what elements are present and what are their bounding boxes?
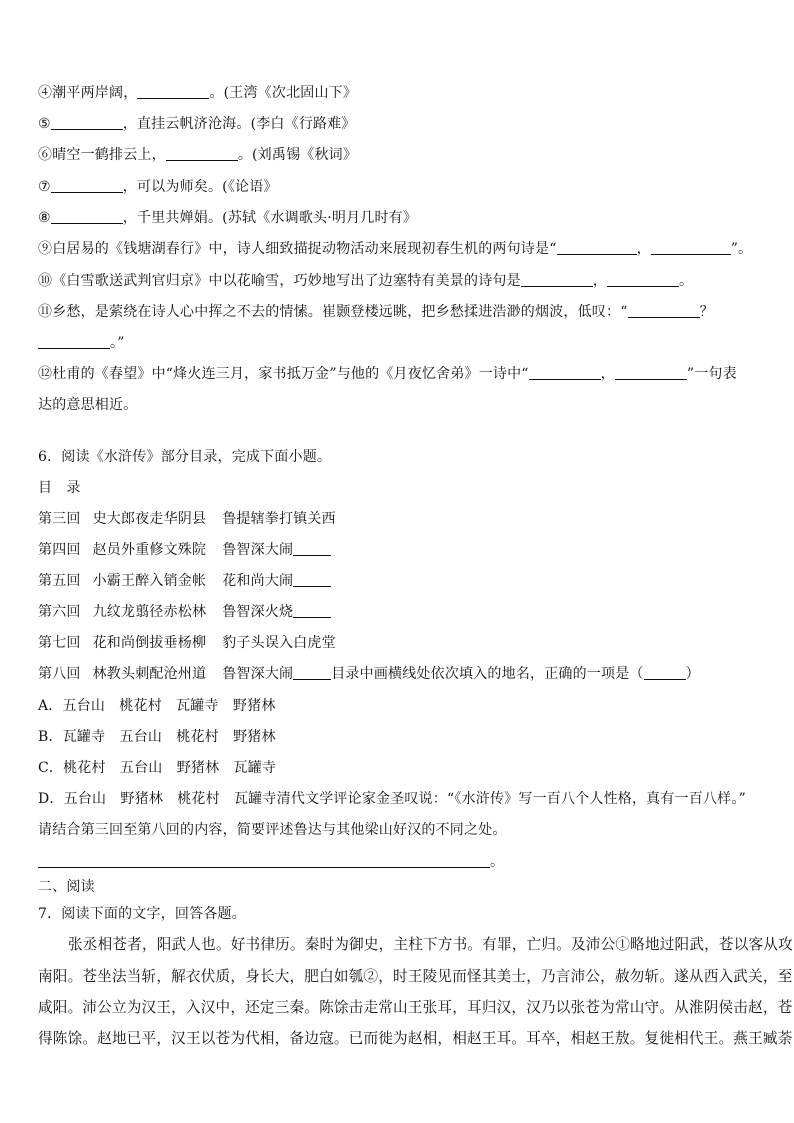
text: ， (592, 273, 608, 289)
text: 。(王湾《次北固山下》 (209, 85, 358, 101)
chapter-title-b: 鲁提辖拳打镇关西 (222, 511, 336, 527)
text: 。 (490, 854, 505, 870)
answer-blank[interactable] (293, 665, 331, 680)
answer-blank[interactable] (607, 272, 679, 287)
text: ⑦ (38, 179, 51, 195)
text: ， (636, 241, 651, 257)
answer-blank[interactable] (521, 272, 593, 287)
text: ⑪乡愁，是萦绕在诗人心中挥之不去的情愫。崔颢登楼远眺，把乡愁揉进浩渺的烟波，低叹：“ (38, 304, 628, 320)
question-6-title: 6．阅读《水浒传》部分目录，完成下面小题。 (38, 449, 332, 465)
text: ”。 (730, 241, 753, 257)
poem-line-7 (38, 178, 278, 196)
passage-line: 张丞相苍者，阳武人也。好书律历。秦时为御史，主柱下方书。有罪，亡归。及沛公①略地过阳武，苍以客从攻 (68, 936, 793, 953)
chapter-title-b: 鲁智深大闹 (222, 666, 294, 682)
chapter-title-a: 林教头刺配沧州道 (92, 666, 207, 682)
answer-blank[interactable] (644, 665, 686, 680)
answer-blank[interactable] (293, 572, 331, 587)
text: ） (685, 666, 700, 682)
answer-blank[interactable] (615, 365, 687, 380)
text: ⑧ (38, 210, 51, 226)
text: ⑥晴空一鹤排云上， (38, 147, 166, 163)
chapter-title-b: 花和尚大闹 (222, 573, 294, 589)
text: ，可以为师矣。(《论语》 (122, 179, 278, 195)
poem-line-6 (38, 146, 357, 164)
section-heading: 二、阅读 (38, 879, 95, 895)
text: ”一句表 (686, 366, 737, 382)
toc-row (38, 665, 700, 683)
chapter-title-b: 鲁智深大闹 (222, 542, 294, 558)
followup-question: 清代文学评论家金圣叹说：“《水浒传》写一百八个人性格，真有一百八样。” (276, 791, 746, 807)
poem-line-8 (38, 209, 417, 227)
text: ④潮平两岸阔， (38, 85, 138, 101)
chapter: 第五回 (38, 573, 81, 589)
text: ，直挂云帆济沧海。(李白《行路难》 (122, 116, 356, 132)
answer-blank[interactable] (293, 603, 331, 618)
chapter-title-b: 豹子头误入白虎堂 (222, 635, 336, 651)
text: ⑫杜甫的《春望》中“烽火连三月，家书抵万金”与他的《月夜忆舍弟》一诗中“ (38, 366, 529, 382)
answer-blank[interactable] (628, 303, 700, 318)
chapter-title-a: 花和尚倒拔垂杨柳 (92, 635, 207, 651)
toc-row (38, 541, 331, 559)
passage-line: 咸阳。沛公立为汉王，入汉中，还定三秦。陈馀击走常山王张耳，耳归汉，汉乃以张苍为常山守。从淮阴侯击赵，苍 (38, 999, 793, 1016)
option-c[interactable]: C．桃花村 五台山 野猪林 瓦罐寺 (38, 760, 277, 776)
toc-row (38, 634, 336, 652)
answer-blank[interactable] (51, 115, 123, 130)
chapter-title-a: 小霸王醉入销金帐 (92, 573, 207, 589)
poem-line-5 (38, 115, 356, 133)
option-d-line (38, 790, 746, 808)
poem-line-4 (38, 84, 357, 102)
followup-question-cont: 请结合第三回至第八回的内容，简要评述鲁达与其他梁山好汉的不同之处。 (38, 822, 507, 838)
chapter-title-a: 赵员外重修文殊院 (92, 542, 207, 558)
text: 达的意思相近。 (38, 397, 138, 413)
poem-line-11-cont (38, 334, 125, 352)
option-d[interactable]: D．五台山 野猪林 桃花村 瓦罐寺 (38, 791, 277, 807)
text: ？ (699, 304, 714, 320)
chapter: 第四回 (38, 542, 81, 558)
answer-blank[interactable] (38, 853, 490, 868)
toc-row (38, 572, 331, 590)
answer-blank[interactable] (529, 365, 601, 380)
question-prompt: 目录中画横线处依次填入的地名，正确的一项是（ (331, 666, 644, 682)
chapter: 第三回 (38, 511, 81, 527)
answer-blank[interactable] (293, 541, 331, 556)
option-b[interactable]: B．瓦罐寺 五台山 桃花村 野猪林 (38, 729, 276, 745)
chapter-title-a: 史大郎夜走华阴县 (92, 511, 207, 527)
chapter: 第八回 (38, 666, 81, 682)
poem-line-10 (38, 272, 693, 290)
poem-line-9 (38, 240, 752, 258)
answer-blank[interactable] (557, 240, 637, 255)
question-7-title: 7．阅读下面的文字，回答各题。 (38, 906, 246, 922)
toc-row (38, 510, 336, 528)
poem-line-11 (38, 303, 714, 321)
answer-blank[interactable] (137, 84, 209, 99)
text: ， (600, 366, 615, 382)
text: 。” (110, 335, 125, 351)
toc-row (38, 603, 331, 621)
answer-blank[interactable] (51, 178, 123, 193)
answer-blank[interactable] (651, 240, 731, 255)
chapter-title-b: 鲁智深火烧 (222, 604, 294, 620)
option-a[interactable]: A．五台山 桃花村 瓦罐寺 野猪林 (38, 698, 276, 714)
chapter-title-a: 九纹龙翦径赤松林 (92, 604, 207, 620)
poem-line-12 (38, 365, 737, 383)
passage-line: 南阳。苍坐法当斩，解衣伏质，身长大，肥白如瓠②，时王陵见而怪其美士，乃言沛公，赦勿斩。遂从西入武关，至 (38, 968, 793, 985)
text: ，千里共婵娟。(苏轼《水调歌头·明月几时有》 (122, 210, 418, 226)
answer-line (38, 853, 504, 871)
text: 。(刘禹锡《秋词》 (237, 147, 358, 163)
chapter: 第七回 (38, 635, 81, 651)
text: ⑨白居易的《钱塘湖春行》中，诗人细致描捉动物活动来展现初春生机的两句诗是“ (38, 241, 557, 257)
toc-heading: 目 录 (38, 480, 81, 496)
chapter: 第六回 (38, 604, 81, 620)
text: ⑤ (38, 116, 51, 132)
answer-blank[interactable] (51, 209, 123, 224)
passage-line: 得陈馀。赵地已平，汉王以苍为代相，备边寇。已而徙为赵相，相赵王耳。耳卒，相赵王敖。复徙相代王。燕王臧荼 (38, 1030, 793, 1047)
text: 。 (679, 273, 694, 289)
answer-blank[interactable] (166, 146, 238, 161)
poem-line-12-cont (38, 396, 137, 414)
text: ⑩《白雪歌送武判官归京》中以花喻雪，巧妙地写出了边塞特有美景的诗句是 (38, 273, 521, 289)
answer-blank[interactable] (38, 334, 110, 349)
